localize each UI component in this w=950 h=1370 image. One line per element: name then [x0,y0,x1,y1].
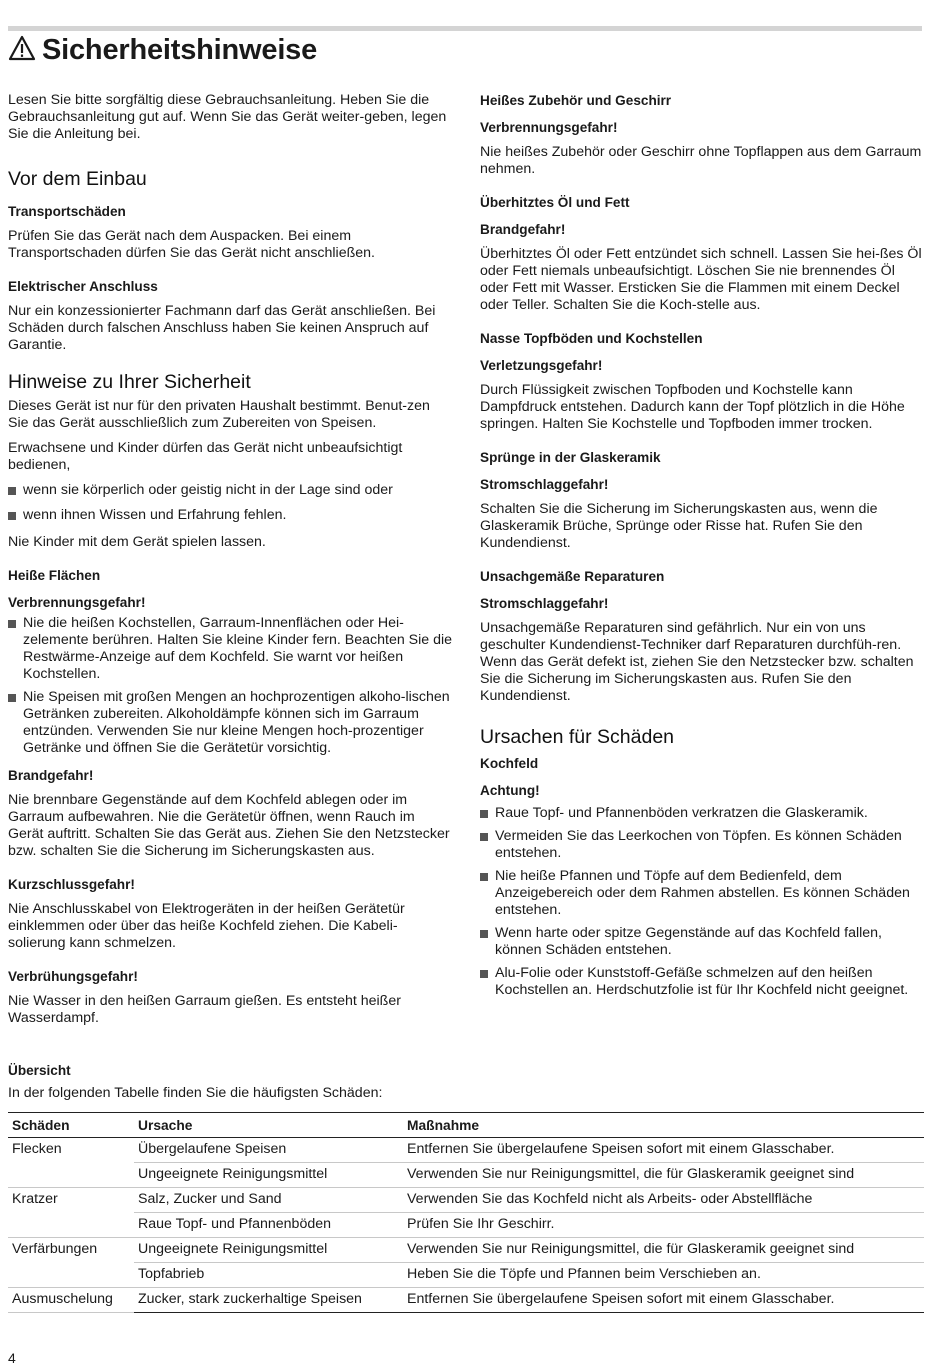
table-cell: Verfärbungen [12,1241,98,1257]
verbrennung-list [8,615,453,757]
left-column [8,92,453,1027]
column-header-ursache: Ursache [134,1113,403,1138]
hinweise-list [8,482,453,524]
page-number: 4 [8,1350,16,1366]
table-cell [8,1163,134,1188]
ursachen-list [480,805,925,999]
table-cell: Heben Sie die Töpfe und Pfannen beim Verschieben an. [403,1263,924,1288]
header-rule [8,26,922,31]
table-row [8,1213,924,1238]
nasse-warning: Verletzungsgefahr! [480,358,603,373]
table-cell: Flecken [12,1141,62,1157]
table-row [8,1188,924,1213]
table-row [8,1288,924,1313]
oel-warning: Brandgefahr! [480,222,566,237]
list-item: Raue Topf- und Pfannenböden verkratzen die Glaskeramik. [480,805,925,822]
heisse-flaechen-heading: Heiße Flächen [8,568,101,583]
list-item: Vermeiden Sie das Leerkochen von Töpfen. Es können Schäden entstehen. [480,828,925,862]
table-cell: Ausmuschelung [8,1288,134,1313]
kochfeld-heading: Kochfeld [480,756,539,771]
list-item: wenn sie körperlich oder geistig nicht in der Lage sind oder [8,482,453,499]
column-header-massnahme: Maßnahme [403,1113,924,1138]
list-item: Wenn harte oder spitze Gegenstände auf das Kochfeld fallen, können Schäden entstehen. [480,925,925,959]
table-cell: Prüfen Sie Ihr Geschirr. [403,1213,924,1238]
elektrisch-text: Nur ein konzessionierter Fachmann darf das Gerät anschließen. Bei Schäden durch falschen Anschluss haben Sie keinen Anspruch auf Garantie. [8,303,436,353]
page-title-text: Sicherheitshinweise [42,34,318,66]
section-vor-dem-einbau: Vor dem Einbau [8,168,147,190]
reparatur-warning: Stromschlaggefahr! [480,596,609,611]
hinweise-p1: Dieses Gerät ist nur für den privaten Haushalt bestimmt. Benut-zen Sie das Gerät ausschließlich zum Zubereiten von Speisen. [8,398,430,431]
table-row [8,1238,924,1263]
table-cell: Ungeeignete Reinigungsmittel [134,1163,403,1188]
table-cell: Salz, Zucker und Sand [134,1188,403,1213]
elektrisch-heading: Elektrischer Anschluss [8,279,158,294]
list-item: Nie die heißen Kochstellen, Garraum-Innenflächen oder Hei-zelemente berühren. Halten Sie kleine Kinder fern. Beachten Sie die Restwärme-Anzeige auf dem Kochfeld. Sie warnt vor heißen Kochstellen. [8,615,453,683]
hinweise-p2: Erwachsene und Kinder dürfen das Gerät nicht unbeaufsichtigt bedienen, [8,440,403,473]
table-row [8,1163,924,1188]
table-cell: Verwenden Sie nur Reinigungsmittel, die für Glaskeramik geeignet sind [403,1238,924,1263]
table-cell: Zucker, stark zuckerhaltige Speisen [134,1288,403,1313]
zubehoer-warning: Verbrennungsgefahr! [480,120,618,135]
verbruehung-text: Nie Wasser in den heißen Garraum gießen. Es entsteht heißer Wasserdampf. [8,993,401,1026]
table-cell [8,1263,134,1288]
spruenge-text: Schalten Sie die Sicherung im Sicherungskasten aus, wenn die Glaskeramik Brüche, Sprünge oder Risse hat. Rufen Sie den Kundendienst. [480,501,878,551]
transport-heading: Transportschäden [8,204,126,219]
nasse-heading: Nasse Topfböden und Kochstellen [480,331,703,346]
zubehoer-text: Nie heißes Zubehör oder Geschirr ohne Topflappen aus dem Garraum nehmen. [480,144,922,177]
oel-heading: Überhitztes Öl und Fett [480,195,630,210]
reparatur-heading: Unsachgemäße Reparaturen [480,569,665,584]
page-title [8,34,317,69]
table-row [8,1138,924,1163]
table-cell: Übergelaufene Speisen [134,1138,403,1163]
transport-text: Prüfen Sie das Gerät nach dem Auspacken. Bei einem Transportschaden dürfen Sie das Gerät nicht anschließen. [8,228,375,261]
reparatur-text: Unsachgemäße Reparaturen sind gefährlich. Nur ein von uns geschulter Kundendienst-Techniker darf Reparaturen durchfüh-ren. Wenn das Gerät defekt ist, ziehen Sie den Netzstecker bzw. schalten Sie die Sicherung im Sicherungskasten aus. Rufen Sie den Kundendienst. [480,620,914,704]
zubehoer-heading: Heißes Zubehör und Geschirr [480,93,672,108]
table-cell: Kratzer [12,1191,58,1207]
verbrennung-warning: Verbrennungsgefahr! [8,595,146,610]
table-cell: Raue Topf- und Pfannenböden [134,1213,403,1238]
column-header-schaeden: Schäden [8,1113,134,1138]
damage-table [8,1112,924,1313]
list-item: Alu-Folie oder Kunststoff-Gefäße schmelzen auf den heißen Kochstellen an. Herdschutzfolie ist für Ihr Kochfeld nicht geeignet. [480,965,925,999]
kurzschluss-warning: Kurzschlussgefahr! [8,877,135,892]
table-row [8,1263,924,1288]
nasse-text: Durch Flüssigkeit zwischen Topfboden und Kochstelle kann Dampfdruck entstehen. Dadurch kann der Topf plötzlich in die Höhe springen. Halten Sie Kochstelle und Topfboden immer trocken. [480,382,905,432]
section-ursachen: Ursachen für Schäden [480,726,675,748]
achtung-warning: Achtung! [480,783,540,798]
list-item: wenn ihnen Wissen und Erfahrung fehlen. [8,507,453,524]
uebersicht-section [8,1062,924,1313]
brand-text: Nie brennbare Gegenstände auf dem Kochfeld ablegen oder im Garraum aufbewahren. Nie die Gerätetür öffnen, wenn Rauch im Gerät auftritt. Schalten Sie das Gerät aus. Ziehen Sie den Netzstecker bzw. schalten Sie die Sicherung im Sicherungskasten aus. [8,792,450,859]
verbruehung-warning: Verbrühungsgefahr! [8,969,138,984]
kurzschluss-text: Nie Anschlusskabel von Elektrogeräten in der heißen Gerätetür einklemmen oder über das heiße Kochfeld ziehen. Die Kabeli-solierung kann schmelzen. [8,901,405,951]
table-cell: Ungeeignete Reinigungsmittel [134,1238,403,1263]
warning-triangle-icon [8,35,36,69]
uebersicht-heading: Übersicht [8,1063,71,1078]
right-column [480,92,925,999]
spruenge-heading: Sprünge in der Glaskeramik [480,450,661,465]
table-cell: Entfernen Sie übergelaufene Speisen sofort mit einem Glasschaber. [403,1138,924,1163]
table-cell [8,1213,134,1238]
brand-warning: Brandgefahr! [8,768,94,783]
spruenge-warning: Stromschlaggefahr! [480,477,609,492]
table-cell: Verwenden Sie nur Reinigungsmittel, die für Glaskeramik geeignet sind [403,1163,924,1188]
hinweise-p3: Nie Kinder mit dem Gerät spielen lassen. [8,534,266,550]
table-cell: Topfabrieb [134,1263,403,1288]
table-cell: Entfernen Sie übergelaufene Speisen sofort mit einem Glasschaber. [403,1288,924,1313]
section-hinweise: Hinweise zu Ihrer Sicherheit [8,371,251,393]
uebersicht-intro: In der folgenden Tabelle finden Sie die häufigsten Schäden: [8,1085,383,1101]
table-cell: Verwenden Sie das Kochfeld nicht als Arbeits- oder Abstellfläche [403,1188,924,1213]
oel-text: Überhitztes Öl oder Fett entzündet sich schnell. Lassen Sie hei-ßes Öl oder Fett niemals unbeaufsichtigt. Löschen Sie nie brennendes Öl oder Fett mit Wasser. Ersticken Sie die Flammen mit einem Deckel oder Teller. Schalten Sie die Koch-stelle aus. [480,246,922,313]
list-item: Nie heiße Pfannen und Töpfe auf dem Bedienfeld, dem Anzeigebereich oder dem Rahmen abstellen. Es können Schäden entstehen. [480,868,925,919]
intro-text: Lesen Sie bitte sorgfältig diese Gebrauchsanleitung. Heben Sie die Gebrauchsanleitung gut auf. Wenn Sie das Gerät weiter-geben, legen Sie die Anleitung bei. [8,92,447,142]
list-item: Nie Speisen mit großen Mengen an hochprozentigen alkoho-lischen Getränken zubereiten. Alkoholdämpfe können sich im Garraum entzünden. Verwenden Sie nur kleine Mengen hoch-prozentiger Getränke und öffnen Sie die Gerätetür vorsichtig. [8,689,453,757]
table-header-row [8,1113,924,1138]
